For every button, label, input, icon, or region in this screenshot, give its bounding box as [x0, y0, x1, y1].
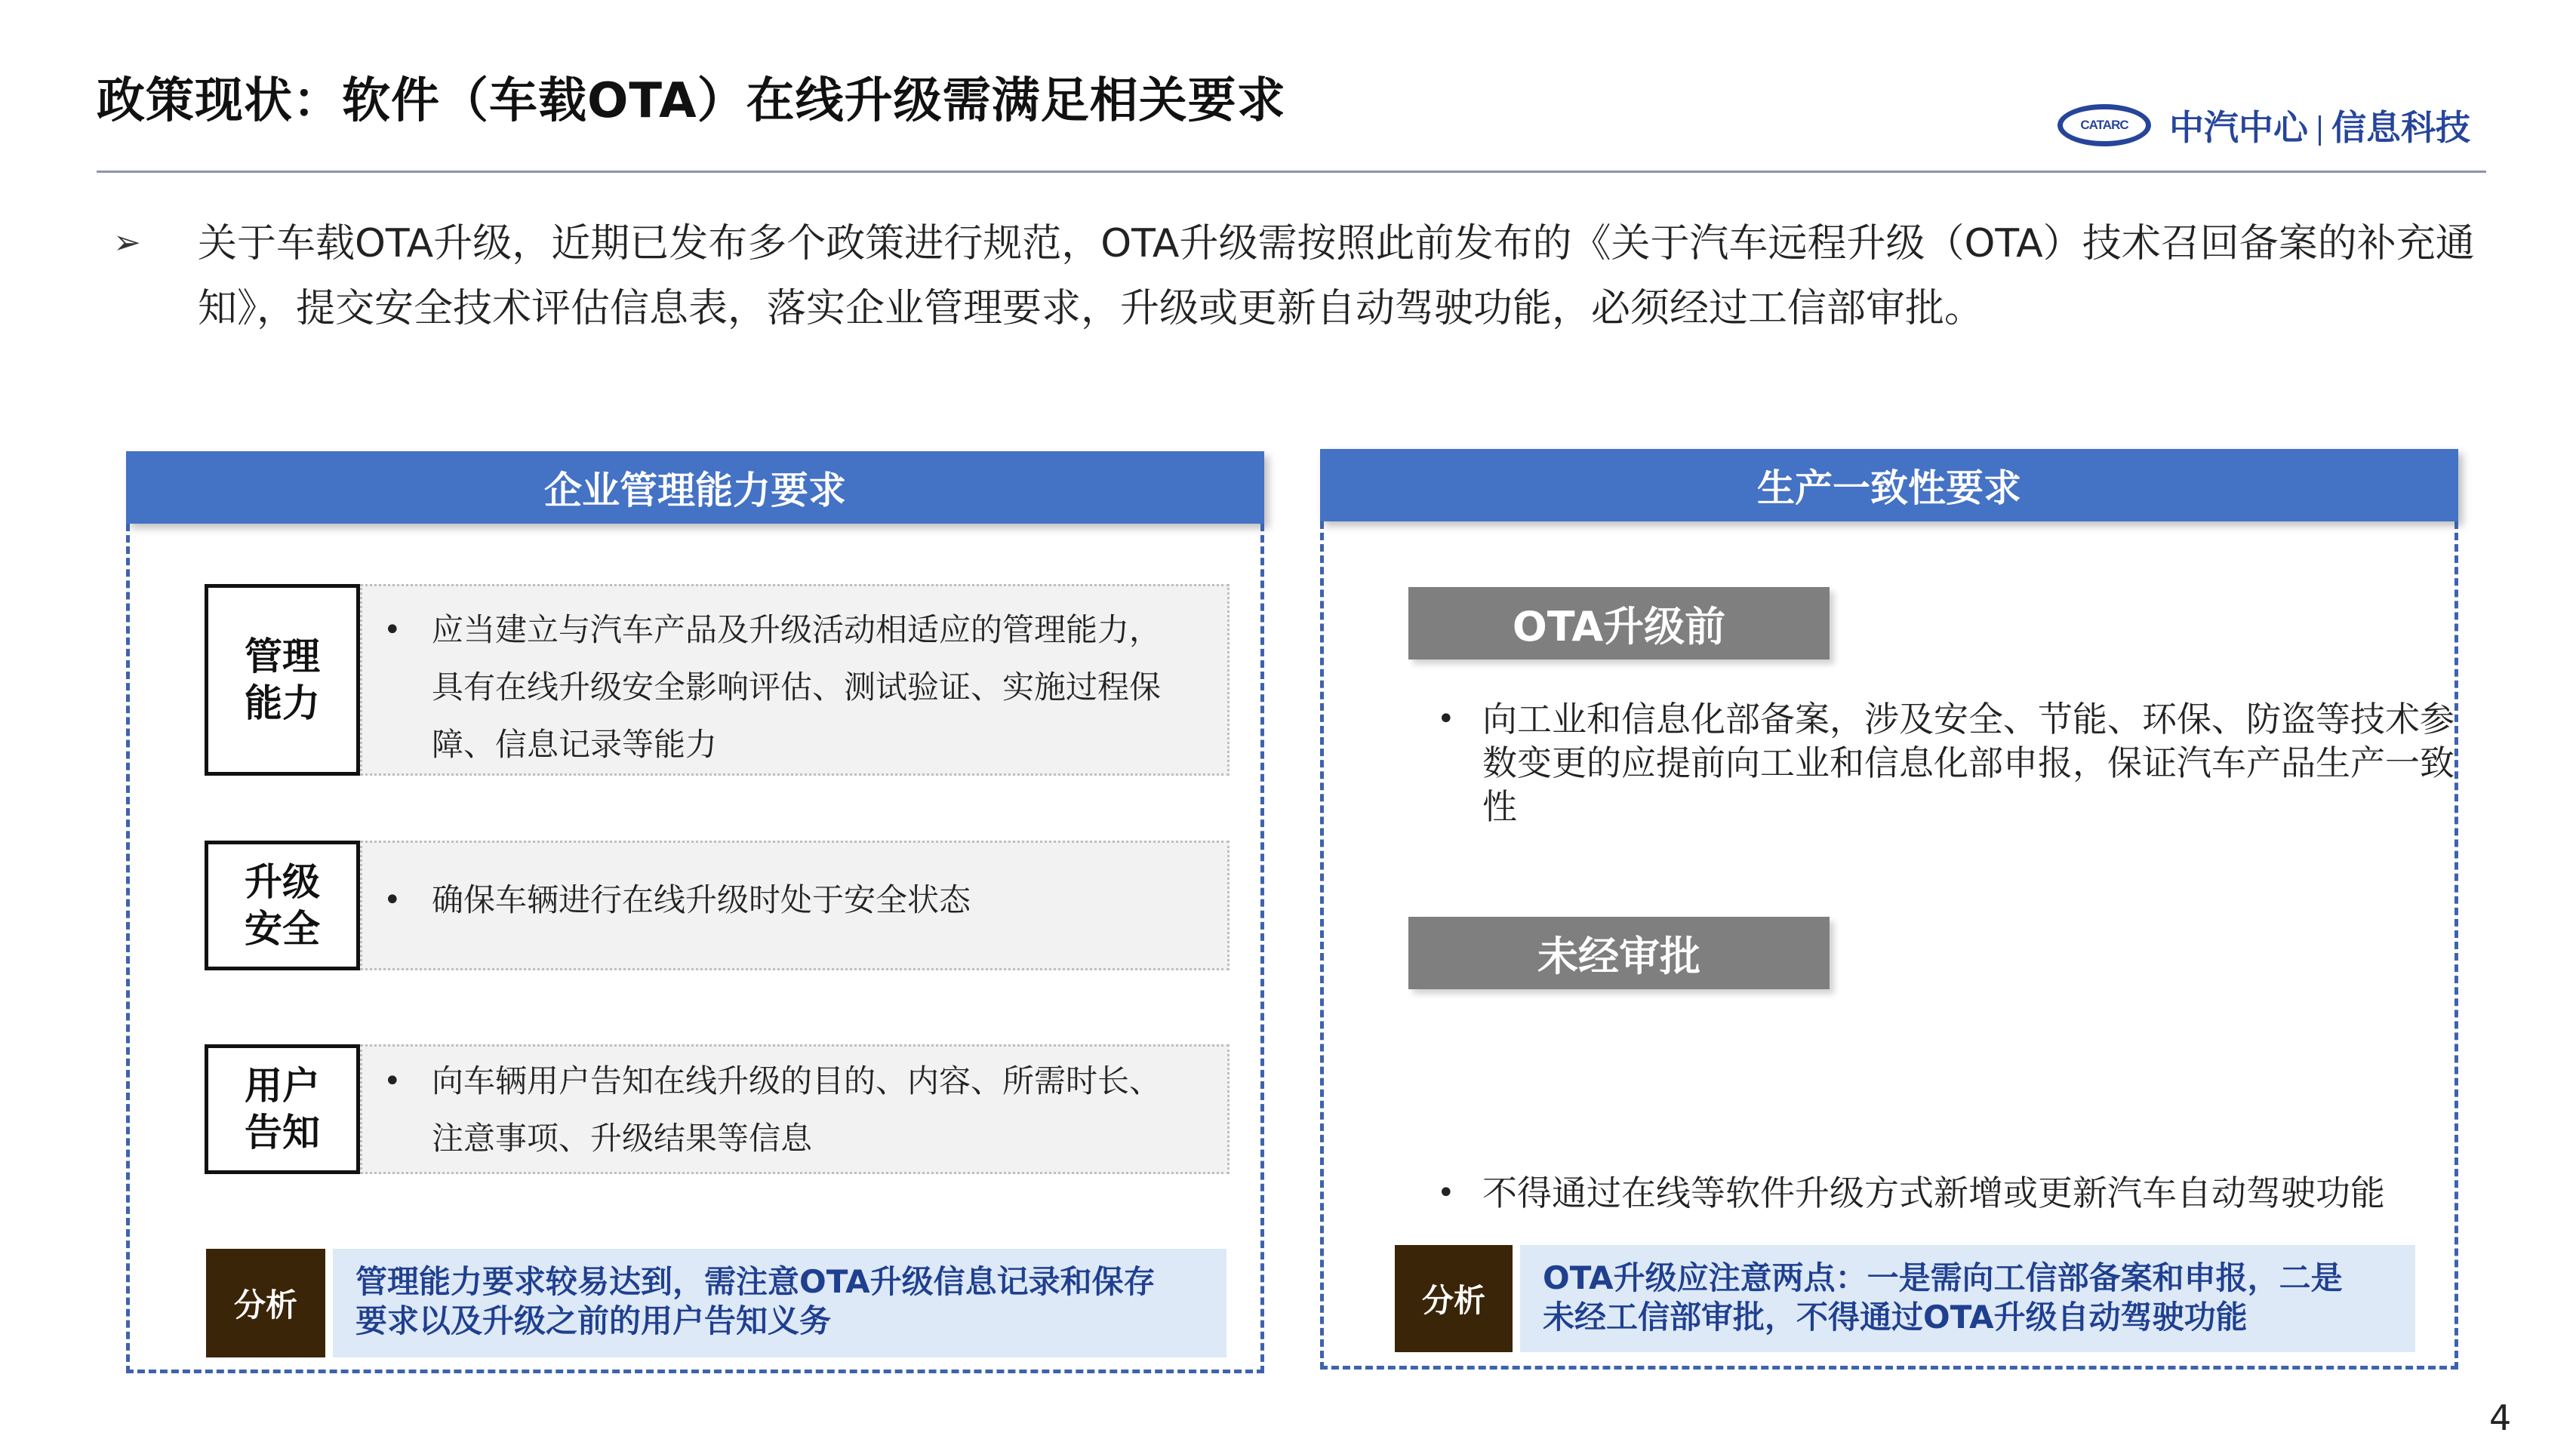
row-body-upgrade-safety: [360, 841, 1230, 970]
row-text: • 确保车辆进行在线升级时处于安全状态: [362, 872, 1227, 929]
row-body-management: [360, 584, 1230, 776]
page-title: 政策现状：软件（车载OTA）在线升级需满足相关要求: [97, 73, 1286, 129]
row-label-user-notice: [205, 1044, 360, 1174]
row-label-line: 能力: [245, 681, 320, 725]
section-text-not-approved: • 不得通过在线等软件升级方式新增或更新汽车自动驾驶功能: [1416, 1171, 2456, 1215]
analysis-label-left: 分析: [206, 1249, 325, 1357]
right-panel-title-text: 生产一致性要求: [1757, 466, 2021, 510]
logo-divider: [2319, 115, 2321, 146]
catarc-logo-icon: CATARC: [2057, 104, 2151, 146]
page-number: 4: [2489, 1397, 2512, 1438]
logo-text: [2169, 100, 2470, 150]
logo-subtitle: 信息科技: [2331, 107, 2470, 148]
row-label-line: 用户: [245, 1064, 320, 1108]
intro-paragraph: 关于车载OTA升级，近期已发布多个政策进行规范，OTA升级需按照此前发布的《关于汽车远程升级（OTA）技术召回备案的补充通知》，提交安全技术评估信息表，落实企业管理要求，升级或更新自动驾驶功能，必须经过工信部审批。: [198, 221, 2475, 331]
row-label-line: 管理: [245, 635, 320, 678]
section-text-before-ota: • 向工业和信息化部备案，涉及安全、节能、环保、防盗等技术参数变更的应提前向工业和信息化部申报，保证汽车产品生产一致性: [1416, 697, 2456, 829]
company-logo: [2057, 95, 2470, 155]
analysis-text-right: OTA升级应注意两点：一是需向工信部备案和申报，二是未经工信部审批，不得通过OTA升级自动驾驶功能: [1520, 1245, 2415, 1352]
arrow-bullet-icon: ➢: [113, 223, 141, 262]
header-divider: [97, 171, 2486, 173]
analysis-label-right: 分析: [1395, 1245, 1513, 1352]
row-text: • 向车辆用户告知在线升级的目的、内容、所需时长、注意事项、升级结果等信息: [362, 1053, 1174, 1167]
row-text: • 应当建立与汽车产品及升级活动相适应的管理能力，具有在线升级安全影响评估、测试验证、实施过程保障、信息记录等能力: [362, 601, 1182, 773]
left-panel-title-text: 企业管理能力要求: [544, 469, 846, 512]
logo-name: 中汽中心: [2169, 107, 2308, 148]
row-label-line: 升级: [245, 860, 320, 904]
row-body-user-notice: [360, 1044, 1230, 1174]
analysis-text-left: 管理能力要求较易达到，需注意OTA升级信息记录和保存要求以及升级之前的用户告知义务: [333, 1249, 1226, 1357]
row-label-line: 告知: [245, 1111, 320, 1154]
tag-before-ota: OTA升级前: [1408, 587, 1830, 659]
row-label-line: 安全: [245, 907, 320, 951]
row-label-upgrade-safety: [205, 841, 360, 970]
left-panel-title: [126, 451, 1264, 524]
tag-not-approved: 未经审批: [1408, 917, 1830, 989]
right-panel-title: [1320, 449, 2458, 521]
row-label-management: [205, 584, 360, 776]
